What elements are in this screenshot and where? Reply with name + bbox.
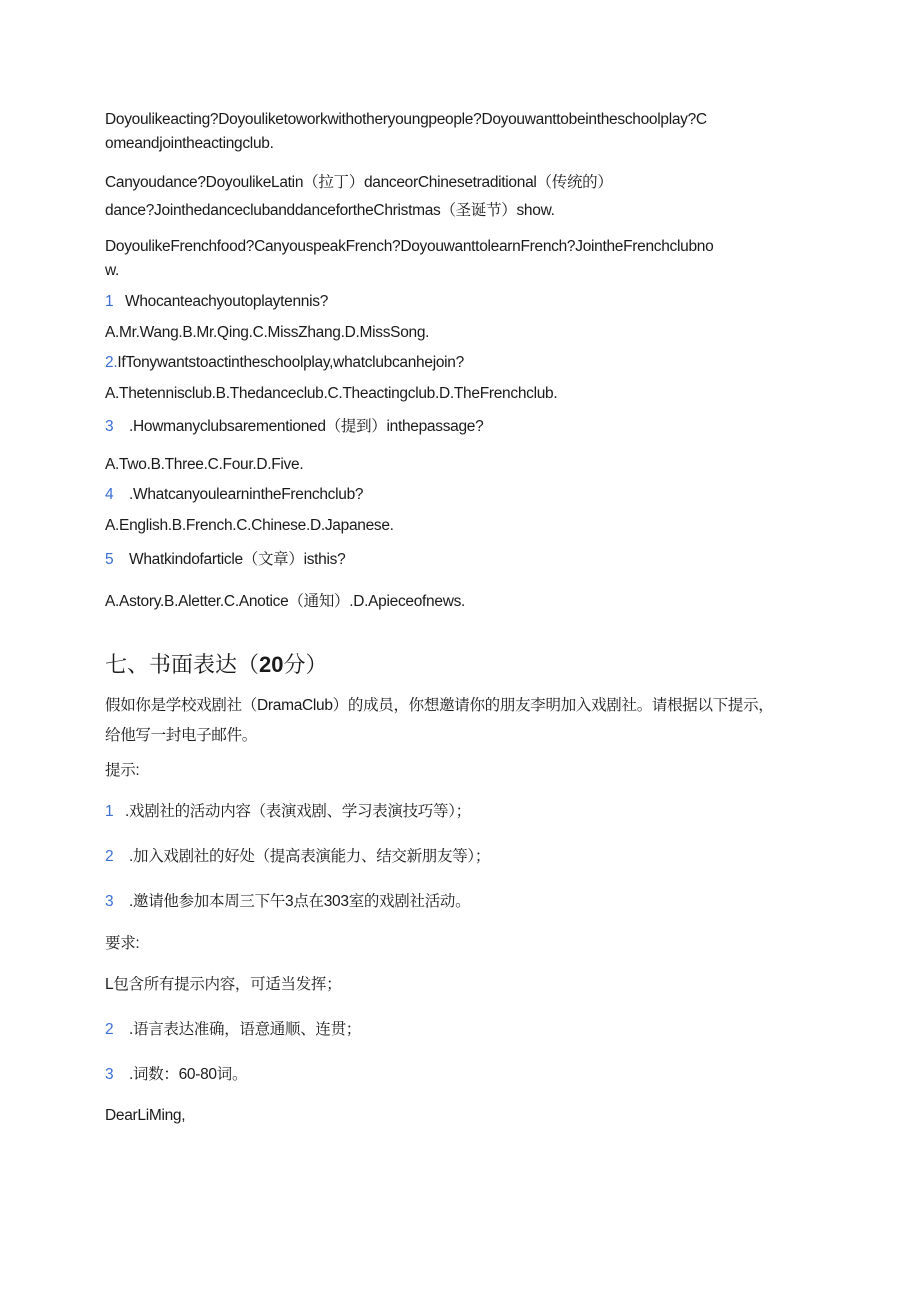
- question-1: [105, 292, 328, 312]
- hint-text: .邀请他参加本周三下午3点在303室的戏剧社活动。: [129, 893, 471, 910]
- requirement-text: .语言表达准确，语意通顺、连贯；: [129, 1021, 362, 1038]
- hint-number: 1: [105, 803, 114, 820]
- passage-french-line-1: DoyoulikeFrenchfood?CanyouspeakFrench?DoyouwanttolearnFrench?JointheFrenchclubno: [105, 238, 714, 255]
- question-4-options: A.English.B.French.C.Chinese.D.Japanese.: [105, 517, 394, 534]
- question-3: [105, 417, 483, 437]
- section-heading: [105, 651, 328, 679]
- question-number: 3: [105, 418, 114, 435]
- passage-acting-line-1: Doyoulikeacting?Doyouliketoworkwithotheryoungpeople?Doyouwanttobeintheschoolplay?C: [105, 111, 707, 128]
- question-number: 4: [105, 486, 114, 503]
- question-number: 1: [105, 293, 114, 310]
- passage-dance-line-2: dance?JointhedanceclubanddancefortheChristmas（圣诞节）show.: [105, 202, 555, 219]
- requirement-number: 2: [105, 1021, 114, 1038]
- hints-label: 提示:: [105, 762, 140, 779]
- question-5-options: A.Astory.B.Aletter.C.Anotice（通知）.D.Apieceofnews.: [105, 593, 466, 610]
- passage-acting-line-2: omeandjointheactingclub.: [105, 135, 274, 152]
- letter-salutation: DearLiMing,: [105, 1107, 186, 1124]
- heading-suffix: 分）: [283, 652, 328, 677]
- question-text: IfTonywantstoactintheschoolplay,whatclubcanhejoin?: [117, 354, 464, 371]
- question-2: [105, 353, 464, 373]
- question-2-options: A.Thetennisclub.B.Thedanceclub.C.Theactingclub.D.TheFrenchclub.: [105, 385, 558, 402]
- heading-score: 20: [259, 652, 284, 677]
- hint-item: [105, 847, 490, 867]
- heading-prefix: 七、书面表达（: [105, 652, 260, 677]
- question-number: 5: [105, 551, 114, 568]
- hint-item: [105, 892, 470, 912]
- writing-prompt-line-2: 给他写一封电子邮件。: [105, 727, 258, 744]
- requirements-label: 要求:: [105, 935, 140, 952]
- question-5: [105, 550, 345, 570]
- hint-item: [105, 802, 471, 822]
- hint-number: 3: [105, 893, 114, 910]
- requirement-text: .词数：60-80词。: [129, 1066, 248, 1083]
- question-number: 2.: [105, 354, 118, 371]
- requirement-item: L包含所有提示内容，可适当发挥；: [105, 976, 342, 993]
- writing-prompt-line-1: 假如你是学校戏剧社（DramaClub）的成员，你想邀请你的朋友李明加入戏剧社。请根据以下提示，: [105, 697, 774, 714]
- question-3-options: A.Two.B.Three.C.Four.D.Five.: [105, 456, 304, 473]
- requirement-number: 3: [105, 1066, 114, 1083]
- hint-number: 2: [105, 848, 114, 865]
- question-text: Whocanteachyoutoplaytennis?: [125, 293, 329, 310]
- hint-text: .戏剧社的活动内容（表演戏剧、学习表演技巧等）；: [125, 803, 471, 820]
- question-text: .WhatcanyoulearnintheFrenchclub?: [129, 486, 364, 503]
- question-1-options: A.Mr.Wang.B.Mr.Qing.C.MissZhang.D.MissSong.: [105, 324, 430, 341]
- passage-dance-line-1: Canyoudance?DoyoulikeLatin（拉丁）danceorChinesetraditional（传统的）: [105, 174, 613, 191]
- requirement-item: [105, 1065, 247, 1085]
- question-text: .Howmanyclubsarementioned（提到）inthepassage?: [129, 418, 484, 435]
- requirement-item: [105, 1020, 361, 1040]
- question-4: [105, 485, 363, 505]
- question-text: Whatkindofarticle（文章）isthis?: [129, 551, 346, 568]
- passage-french-line-2: w.: [105, 262, 120, 279]
- hint-text: .加入戏剧社的好处（提高表演能力、结交新朋友等）；: [129, 848, 491, 865]
